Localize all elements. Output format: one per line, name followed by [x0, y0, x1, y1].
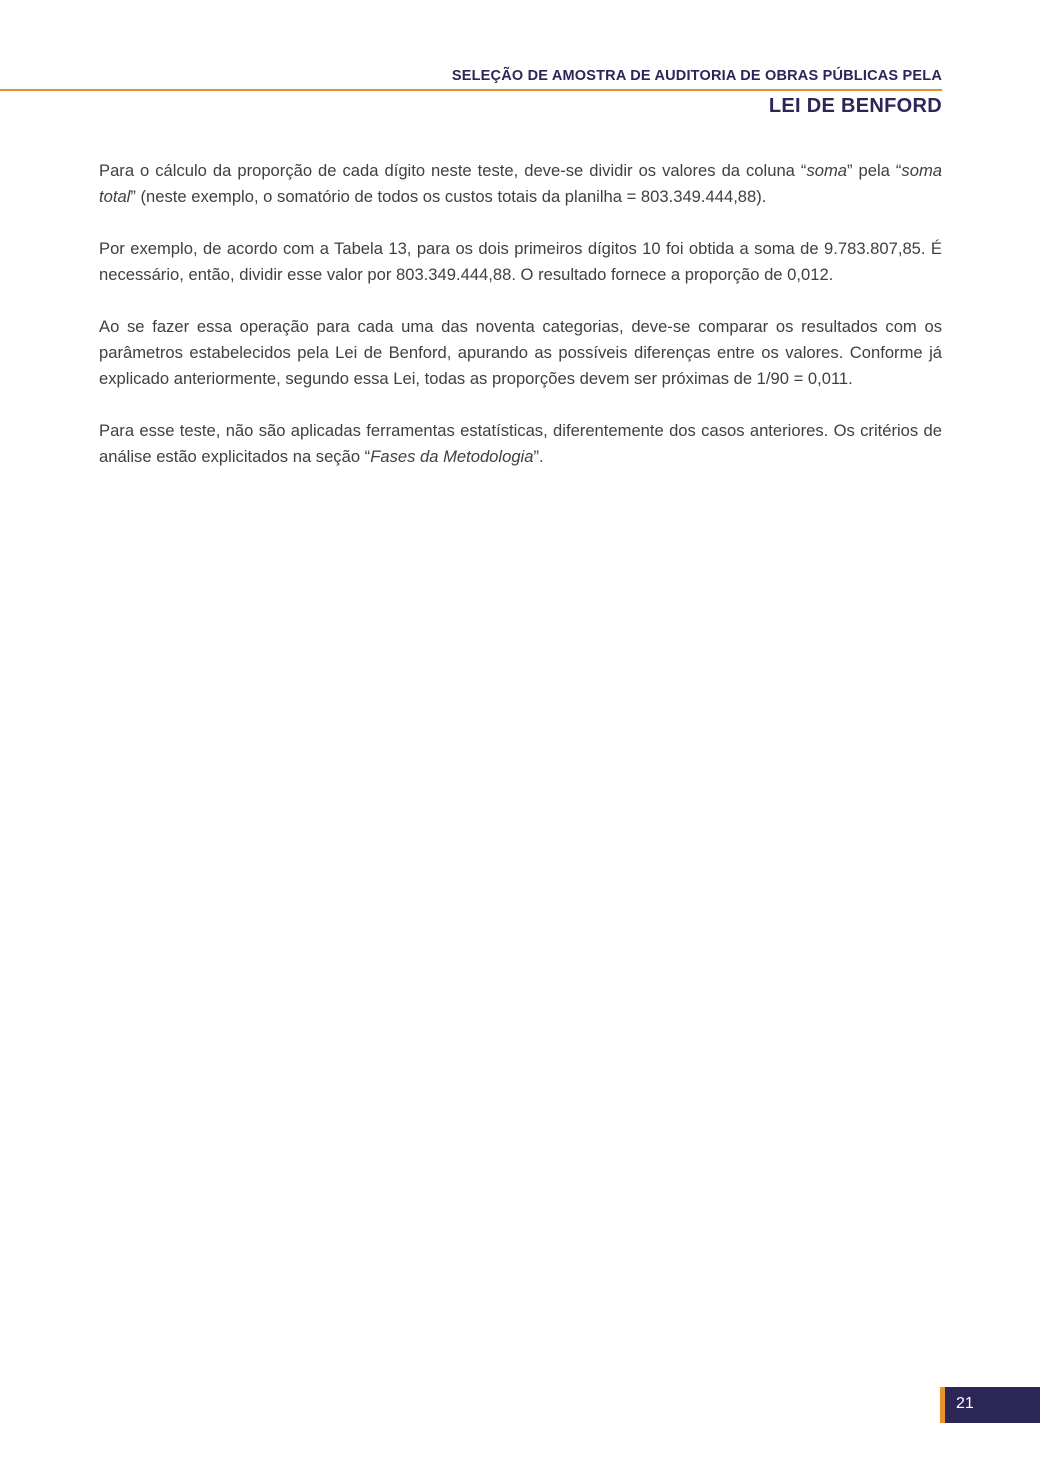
body-text	[99, 158, 942, 496]
header-subtitle: SELEÇÃO DE AMOSTRA DE AUDITORIA DE OBRAS PÚBLICAS PELA	[451, 68, 942, 84]
page-header	[0, 0, 1040, 130]
paragraph-1-text-c: ” (neste exemplo, o somatório de todos os custos totais da planilha = 803.349.444,88).	[130, 187, 767, 206]
paragraph-4	[99, 418, 942, 470]
paragraph-1	[99, 158, 942, 210]
term-fases-da-metodologia: Fases da Metodologia	[370, 447, 534, 466]
paragraph-4-text-a: Para esse teste, não são aplicadas ferramentas estatísticas, diferentemente dos casos anteriores. Os critérios de análise estão explicitados na seção “	[99, 421, 942, 466]
paragraph-3: Ao se fazer essa operação para cada uma das noventa categorias, deve-se comparar os resultados com os parâmetros estabelecidos pela Lei de Benford, apurando as possíveis diferenças entre os valores. Conforme já explicado anteriormente, segundo essa Lei, todas as proporções devem ser próximas de 1/90 = 0,011.	[99, 317, 942, 388]
header-title: LEI DE BENFORD	[768, 95, 942, 117]
page-number-tab	[940, 1387, 1040, 1423]
header-divider	[0, 89, 942, 91]
paragraph-1-text-b: ” pela “	[847, 161, 902, 180]
paragraph-1-text-a: Para o cálculo da proporção de cada dígito neste teste, deve-se dividir os valores da coluna “	[99, 161, 807, 180]
paragraph-2: Por exemplo, de acordo com a Tabela 13, para os dois primeiros dígitos 10 foi obtida a soma de 9.783.807,85. É necessário, então, dividir esse valor por 803.349.444,88. O resultado fornece a proporção de 0,012.	[99, 239, 942, 284]
term-soma: soma	[806, 161, 848, 180]
page-number: 21	[956, 1395, 974, 1412]
term-soma-total: soma total	[99, 161, 942, 206]
paragraph-4-text-b: ”.	[533, 447, 544, 466]
